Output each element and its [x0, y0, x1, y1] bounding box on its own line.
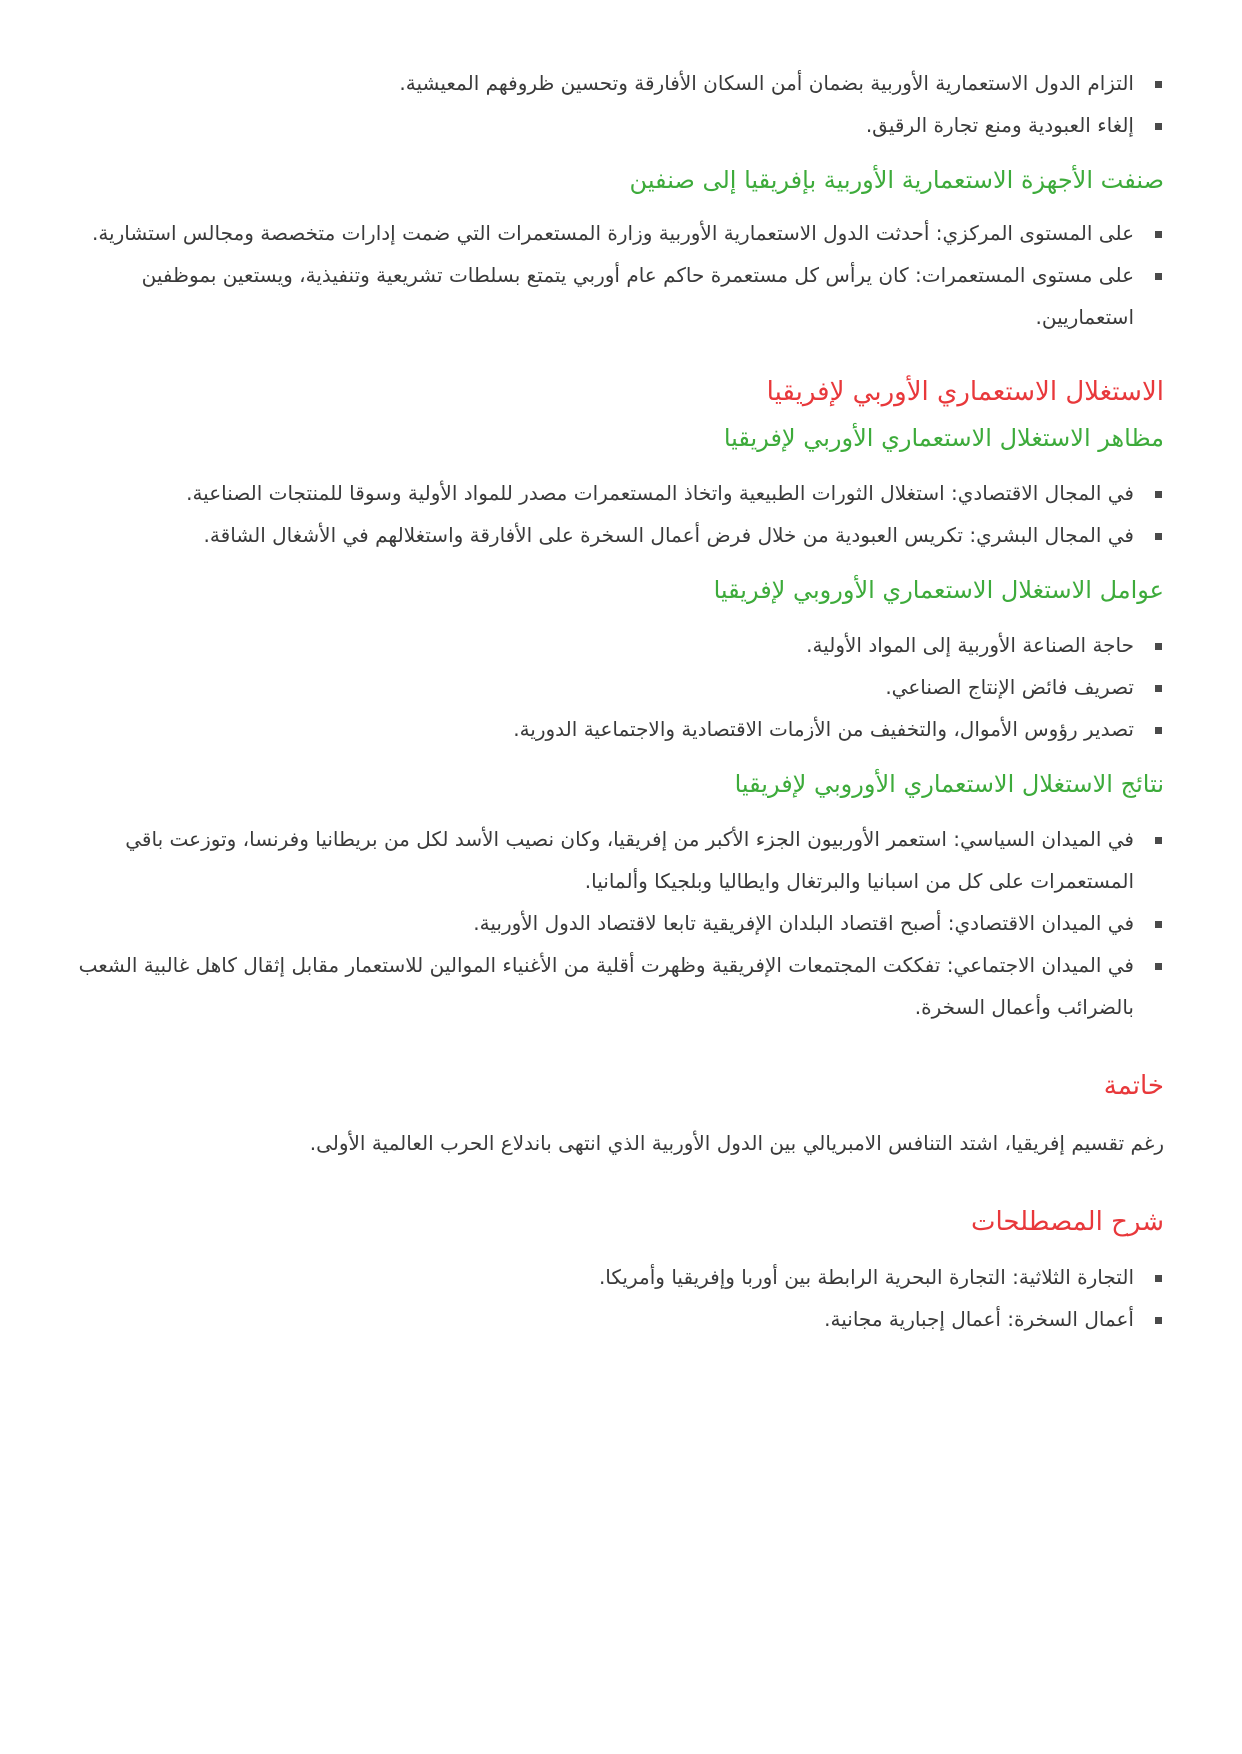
document-page: [78, 62, 1164, 1340]
list-item: في المجال الاقتصادي: استغلال الثورات الطبيعية واتخاذ المستعمرات مصدر للمواد الأولية وسوقا للمنتجات الصناعية.: [78, 472, 1134, 514]
exploitation-title: الاستغلال الاستعماري الأوربي لإفريقيا: [766, 377, 1164, 407]
conclusion-title: خاتمة: [1103, 1071, 1164, 1101]
list-item: في الميدان السياسي: استعمر الأوربيون الجزء الأكبر من إفريقيا، وكان نصيب الأسد لكل من بريطانيا وفرنسا، وتوزعت باقي المستعمرات على كل من اسبانيا والبرتغال وايطاليا وبلجيكا وألمانيا.: [78, 818, 1134, 902]
list-item: حاجة الصناعة الأوربية إلى المواد الأولية.: [78, 624, 1134, 666]
glossary-title: شرح المصطلحات: [970, 1207, 1164, 1237]
square-bullet-icon: [1155, 963, 1162, 970]
square-bullet-icon: [1155, 685, 1162, 692]
list-item: تصدير رؤوس الأموال، والتخفيف من الأزمات الاقتصادية والاجتماعية الدورية.: [78, 708, 1134, 750]
square-bullet-icon: [1155, 727, 1162, 734]
square-bullet-icon: [1155, 231, 1162, 238]
list-item: على المستوى المركزي: أحدثت الدول الاستعمارية الأوربية وزارة المستعمرات التي ضمت إدارات متخصصة ومجالس استشارية.: [78, 212, 1134, 254]
results-list: [78, 818, 1164, 1028]
square-bullet-icon: [1155, 837, 1162, 844]
square-bullet-icon: [1155, 533, 1162, 540]
square-bullet-icon: [1155, 643, 1162, 650]
list-item: التجارة الثلاثية: التجارة البحرية الرابطة بين أوربا وإفريقيا وأمريكا.: [78, 1256, 1134, 1298]
square-bullet-icon: [1155, 1317, 1162, 1324]
glossary-list: [78, 1256, 1164, 1340]
square-bullet-icon: [1155, 491, 1162, 498]
list-item: في الميدان الاجتماعي: تفككت المجتمعات الإفريقية وظهرت أقلية من الأغنياء الموالين للاستعمار مقابل إثقال كاهل غالبية الشعب بالضرائب وأعمال السخرة.: [78, 944, 1134, 1028]
factors-heading: عوامل الاستغلال الاستعماري الأوروبي لإفريقيا: [713, 576, 1164, 604]
list-item: في المجال البشري: تكريس العبودية من خلال فرض أعمال السخرة على الأفارقة واستغلالهم في الأشغال الشاقة.: [78, 514, 1134, 556]
factors-list: [78, 624, 1164, 750]
square-bullet-icon: [1155, 123, 1162, 130]
square-bullet-icon: [1155, 81, 1162, 88]
aspects-heading: مظاهر الاستغلال الاستعماري الأوربي لإفريقيا: [723, 424, 1164, 452]
list-item: في الميدان الاقتصادي: أصبح اقتصاد البلدان الإفريقية تابعا لاقتصاد الدول الأوربية.: [78, 902, 1134, 944]
conclusion-text: رغم تقسيم إفريقيا، اشتد التنافس الامبريالي بين الدول الأوربية الذي انتهى باندلاع الحرب العالمية الأولى.: [309, 1131, 1164, 1155]
list-item: إلغاء العبودية ومنع تجارة الرقيق.: [78, 104, 1134, 146]
list-item: التزام الدول الاستعمارية الأوربية بضمان أمن السكان الأفارقة وتحسين ظروفهم المعيشية.: [78, 62, 1134, 104]
list-item: أعمال السخرة: أعمال إجبارية مجانية.: [78, 1298, 1134, 1340]
devices-list: [78, 212, 1164, 338]
aspects-list: [78, 472, 1164, 556]
square-bullet-icon: [1155, 921, 1162, 928]
list-item: على مستوى المستعمرات: كان يرأس كل مستعمرة حاكم عام أوربي يتمتع بسلطات تشريعية وتنفيذية، ويستعين بموظفين استعماريين.: [78, 254, 1134, 338]
devices-heading: صنفت الأجهزة الاستعمارية الأوربية بإفريقيا إلى صنفين: [629, 166, 1164, 194]
intro-list: [78, 62, 1164, 146]
list-item: تصريف فائض الإنتاج الصناعي.: [78, 666, 1134, 708]
square-bullet-icon: [1155, 273, 1162, 280]
results-heading: نتائج الاستغلال الاستعماري الأوروبي لإفريقيا: [734, 770, 1164, 798]
square-bullet-icon: [1155, 1275, 1162, 1282]
